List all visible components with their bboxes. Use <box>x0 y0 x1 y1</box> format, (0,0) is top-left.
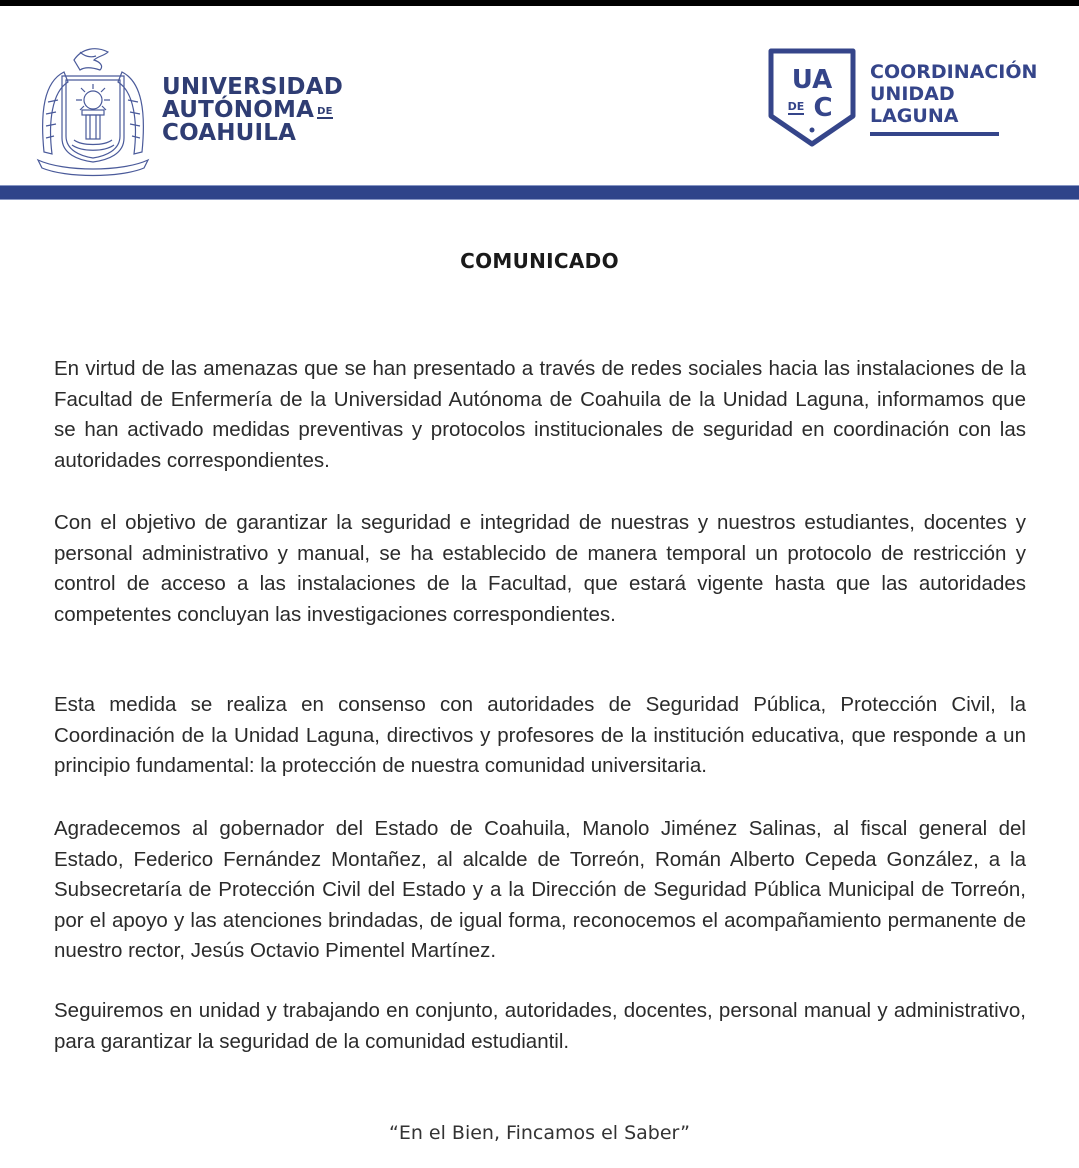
shield-c-text: C <box>813 93 833 123</box>
paragraph-3: Esta medida se realiza en consenso con autoridades de Seguridad Pública, Protección Civil, la Coordinación de la Unidad Laguna, directivos y profesores de la institución educativa, que responde a un principio fundamental: la protección de nuestra comunidad universitaria. <box>54 693 1026 777</box>
paragraph-1: En virtud de las amenazas que se han presentado a través de redes sociales hacia las instalaciones de la Facultad de Enfermería de la Universidad Autónoma de Coahuila de la Unidad Laguna, informamos que se han activado medidas preventivas y protocolos institucionales de seguridad en coordinación con las autoridades correspondientes. <box>54 357 1026 472</box>
university-wordmark <box>162 76 343 145</box>
university-motto: “En el Bien, Fincamos el Saber” <box>388 1122 690 1144</box>
document-title: COMUNICADO <box>460 249 619 273</box>
shield-de-text: DE <box>787 100 805 113</box>
university-de-label: DE <box>317 106 333 117</box>
coordination-wordmark <box>870 61 1037 127</box>
paragraph-5: Seguiremos en unidad y trabajando en conjunto, autoridades, docentes, personal manual y administrativo, para garantizar la seguridad de la comunidad estudiantil. <box>54 999 1026 1053</box>
uadec-shield-logo-icon <box>768 48 856 148</box>
coordination-line-1: COORDINACIÓN <box>870 61 1038 83</box>
paragraph-4: Agradecemos al gobernador del Estado de Coahuila, Manolo Jiménez Salinas, al fiscal general del Estado, Federico Fernández Montañez, al alcalde de Torreón, Román Alberto Cepeda González, a la Subsecretaría de Protección Civil del Estado y a la Dirección de Seguridad Pública Municipal de Torreón, por el apoyo y las atenciones brindadas, de igual forma, reconocemos el acompañamiento permanente de nuestro rector, Jesús Octavio Pimentel Martínez. <box>54 817 1026 962</box>
header-divider-band <box>0 185 1079 200</box>
coordination-underline <box>870 132 999 136</box>
shield-ua-text: UA <box>791 65 833 95</box>
university-line-1: UNIVERSIDAD <box>162 74 344 100</box>
paragraph-2: Con el objetivo de garantizar la seguridad e integridad de nuestras y nuestros estudiantes, docentes y personal administrativo y manual, se ha establecido de manera temporal un protocolo de restricción y control de acceso a las instalaciones de la Facultad, que estará vigente hasta que las autoridades competentes concluyan las investigaciones correspondientes. <box>54 511 1026 626</box>
coordination-line-3: LAGUNA <box>870 105 959 127</box>
university-line-2-text: AUTÓNOMA <box>162 97 315 123</box>
university-seal-icon <box>34 42 152 178</box>
university-line-3: COAHUILA <box>162 120 297 146</box>
coordination-line-2: UNIDAD <box>870 83 955 105</box>
university-line-2 <box>162 99 343 122</box>
